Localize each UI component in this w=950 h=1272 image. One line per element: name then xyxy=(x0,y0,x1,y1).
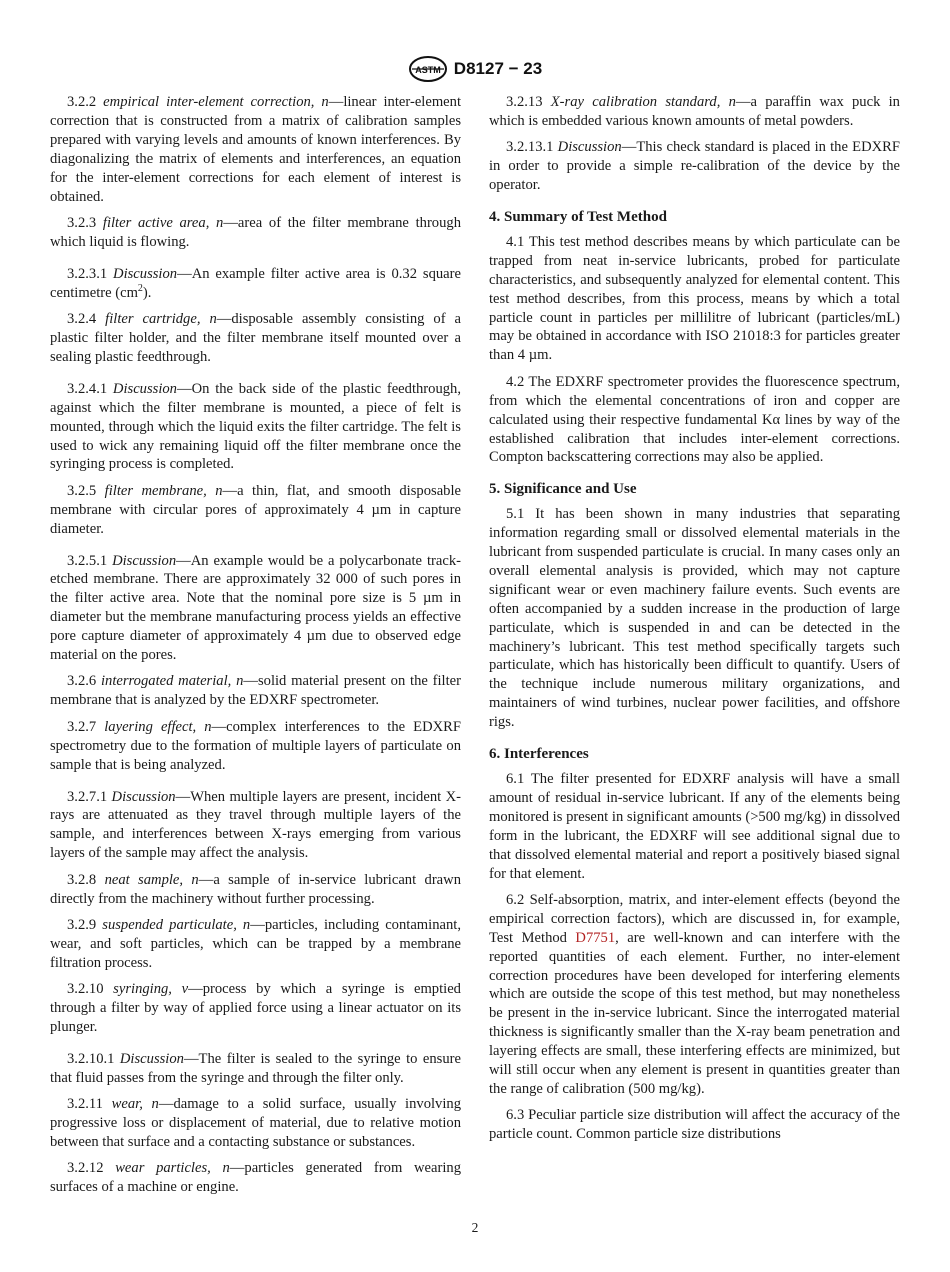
definition-3-2-13: 3.2.13 X-ray calibration standard, n—a paraffin wax puck in which is embedded various known amounts of metal powders. xyxy=(489,94,900,129)
discussion-3-2-5-1: 3.2.5.1 Discussion—An example would be a polycarbonate track-etched membrane. There are approximately 32 000 of such pores in the filter active area. Note that the nominal pore size is 5 µm in diameter but the membrane manufacturing process yields an effective pore capture diameter of approximately 4 µm due to observed edge material on the pores. xyxy=(50,552,461,664)
test-method-link[interactable]: D7751 xyxy=(575,929,616,946)
definition-3-2-9: 3.2.9 suspended particulate, n—particles, including contaminant, wear, and soft particles, which can be trapped by a membrane filtration process. xyxy=(50,916,461,971)
term: X-ray calibration standard, n xyxy=(550,94,736,110)
section-heading-significance: 5. Significance and Use xyxy=(489,481,637,498)
section-heading-interferences: 6. Interferences xyxy=(489,746,589,763)
term: empirical inter-element correction, n xyxy=(103,94,329,110)
definition-3-2-12: 3.2.12 wear particles, n—particles generated from wearing surfaces of a machine or engine. xyxy=(50,1160,461,1196)
paragraph-6-1: 6.1 The filter presented for EDXRF analysis will have a small amount of residual in-service lubricant. If any of the elements being monitored is present in significant amounts (>500 mg/kg) in dissolved form in the lubricant, the EDXRF will see additional signal due to that dissolved elemental material and report a positively biased signal for that element. xyxy=(489,771,900,882)
paragraph-5-1: 5.1 It has been shown in many industries that separating information regarding small or dissolved elemental materials in the lubricant from suspended particulate is crucial. In many cases only an overall elemental analysis is provided, which may not capture significant wear or even machinery failure events. Such events are often accompanied by a sudden increase in the production of large particulate, which is suspended in and can be detected in the machinery’s lubricant. This test method specifically targets such particulate, which has historically been difficult to quantify. Users of the technique include numerous military organizations, and maintainers of wind turbines, nuclear power facilities, and offshore rigs. xyxy=(489,506,900,731)
definition-3-2-6: 3.2.6 interrogated material, n—solid material present on the filter membrane that is analyzed by the EDXRF spectrometer. xyxy=(50,673,462,709)
definition-3-2-11: 3.2.11 wear, n—damage to a solid surface, usually involving progressive loss or displacement of material, due to relative motion between that surface and a contacting substance or substances. xyxy=(50,1096,461,1150)
section-heading-summary: 4. Summary of Test Method xyxy=(489,209,667,226)
discussion-3-2-4-1: 3.2.4.1 Discussion—On the back side of the plastic feedthrough, against which the filter membrane is mounted, a piece of felt is mounted, through which the liquid exits the filter cartridge. The felt is used to wick any remaining liquid off the filter membrane once the syringing process is completed. xyxy=(50,380,461,473)
paragraph-6-3: 6.3 Peculiar particle size distribution will affect the accuracy of the particle count. Common particle size distributions xyxy=(489,1107,900,1143)
left-column xyxy=(50,93,461,1205)
term: wear particles, n xyxy=(115,1160,230,1177)
discussion-3-2-10-1: 3.2.10.1 Discussion—The filter is sealed to the syringe to ensure that fluid passes from the syringe and through the filter only. xyxy=(50,1050,461,1086)
discussion-3-2-13-1: 3.2.13.1 Discussion—This check standard is placed in the EDXRF in order to provide a simple re-calibration of the device by the operator. xyxy=(489,139,900,194)
paragraph-4-2: 4.2 The EDXRF spectrometer provides the fluorescence spectrum, from which the elemental concentrations of iron and copper are calculated using their respective fundamental Kα lines by way of the established calibration that includes inter-element corrections. Compton backscattering corrections may also be applied. xyxy=(489,373,900,466)
astm-logo-text: ASTM xyxy=(415,65,441,75)
term: neat sample, n xyxy=(104,871,199,888)
definition-3-2-7: 3.2.7 layering effect, n—complex interferences to the EDXRF spectrometry due to the formation of multiple layers of particulate on sample that is being analyzed. xyxy=(50,718,461,773)
discussion-3-2-7-1: 3.2.7.1 Discussion—When multiple layers are present, incident X-rays are attenuated as they travel through multiple layers of the sample, and interferences between X-rays emerging from various layers of the sample may affect the analysis. xyxy=(50,788,461,862)
definition-3-2-5: 3.2.5 filter membrane, n—a thin, flat, and smooth disposable membrane with circular pores of approximately 4 µm in capture diameter. xyxy=(50,482,461,537)
paragraph-6-2: 6.2 Self-absorption, matrix, and inter-element effects (beyond the empirical correction factors), which are discussed in, for example, Test Method D7751, are well-known and can interfere with the reported quantities of each element. Further, no inter-element correction procedures have been developed for interfering elements which are outside the scope of this test method, but may nonetheless be present in the in-service lubricant. Since the interrogated material thickness is significantly smaller than the X-ray beam penetration and layering effects are small, these interfering effects are minimized, but will still occur when any element is present in quantities greater than the range of calibration (500 mg/kg). xyxy=(489,891,900,1097)
definition-3-2-8: 3.2.8 neat sample, n—a sample of in-service lubricant drawn directly from the machinery without further processing. xyxy=(50,871,461,907)
discussion-3-2-3-1: 3.2.3.1 Discussion—An example filter active area is 0.32 square centimetre $(cm^2)$. xyxy=(50,265,461,301)
paragraph-4-1: 4.1 This test method describes means by which particulate can be trapped from neat in-service lubricants, probed for particulate characteristics, and subsequently analyzed for elemental content. This test method describes, from this process, means by which a total particle count in particles per millilitre of lubricant (particles/mL) may be obtained in accordance with ISO 21018:3 for particles greater than 4 µm. xyxy=(489,233,900,364)
term: filter membrane, n xyxy=(104,482,223,499)
definition-3-2-4: 3.2.4 filter cartridge, n—disposable assembly consisting of a plastic filter holder, and the filter membrane itself mounted over a sealing plastic feedthrough. xyxy=(50,311,462,365)
term: filter cartridge, n xyxy=(105,311,217,328)
term: interrogated material, n xyxy=(100,673,244,690)
definition-3-2-3: 3.2.3 filter active area, n—area of the filter membrane through which liquid is flowing. xyxy=(50,214,461,250)
right-column xyxy=(489,93,900,1152)
page-header xyxy=(0,54,950,84)
definition-3-2-2: 3.2.2 empirical inter-element correction, n—linear inter-element correction that is constructed from a matrix of calibration samples prepared with varying levels and amounts of known interferences. By diagonalizing the matrix of elements and interferences, an equation for the inter-element corrections for each element of interest is obtained. xyxy=(50,94,462,205)
term: suspended particulate, n xyxy=(102,916,251,933)
astm-logo-icon xyxy=(408,55,448,83)
term: syringing, v xyxy=(113,981,189,998)
definition-3-2-10: 3.2.10 syringing, v—process by which a syringe is emptied through a filter by way of applied force using a linear actuator on its plunger. xyxy=(50,981,461,1035)
page-number: 2 xyxy=(471,1220,479,1235)
term: layering effect, n xyxy=(104,718,212,735)
standard-designation: D8127 − 23 xyxy=(453,59,543,78)
term: wear, n xyxy=(111,1096,159,1113)
term: filter active area, n xyxy=(102,214,224,231)
